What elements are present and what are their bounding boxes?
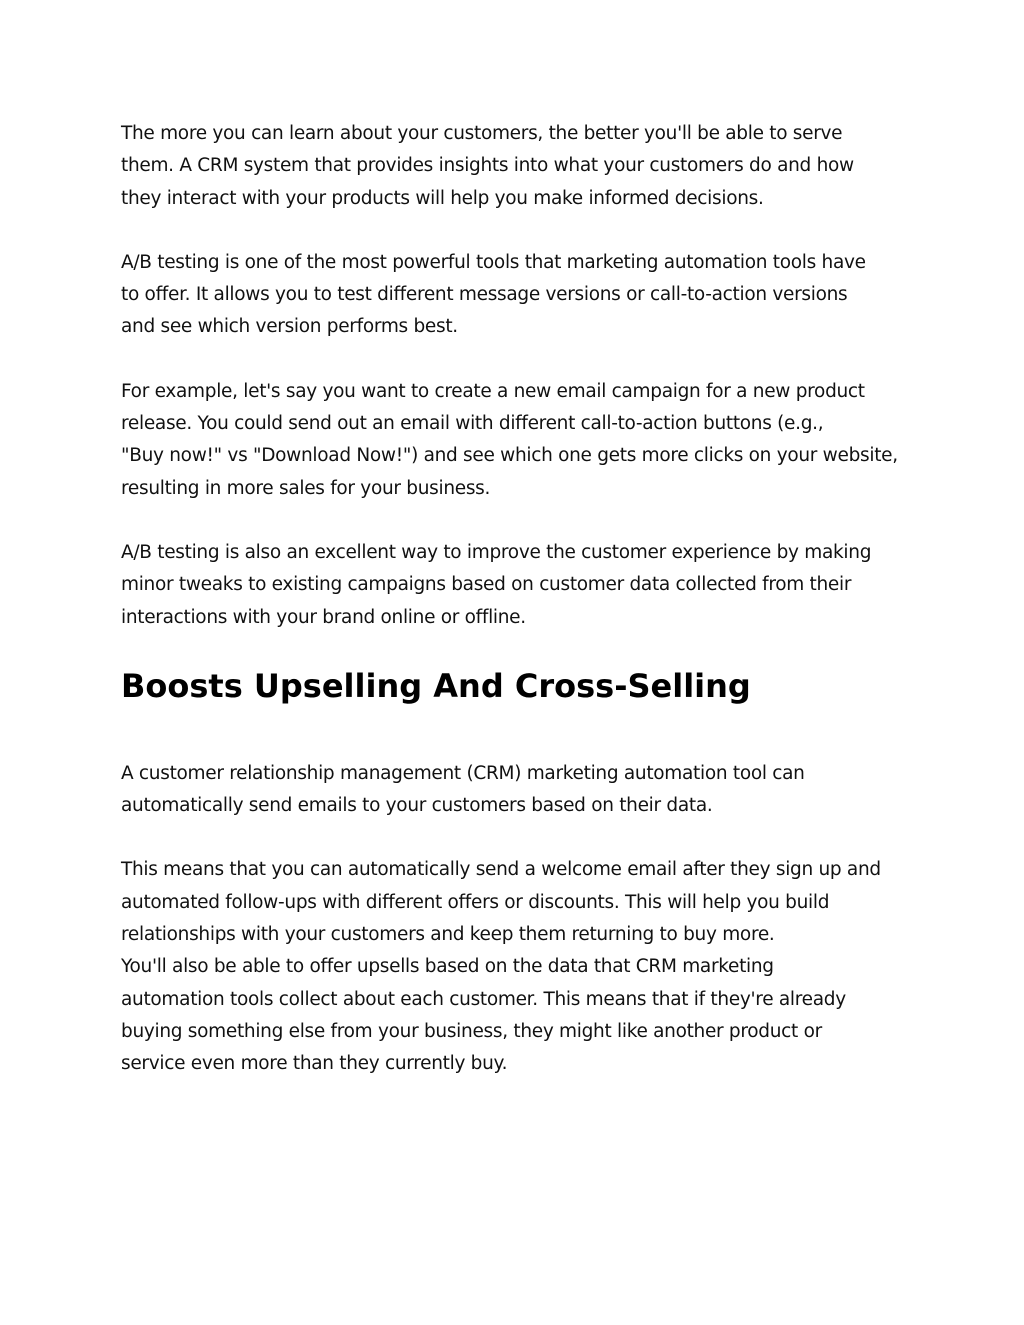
section-heading: Boosts Upselling And Cross-Selling [121, 666, 751, 705]
paragraph-customer-insights: The more you can learn about your customers, the better you'll be able to serve them. A CRM system that provides insights into what your customers do and how they interact with your products will help you make informed decisions. [121, 123, 854, 209]
document-page [121, 118, 921, 1081]
paragraph-crm-automation: A customer relationship management (CRM) marketing automation tool can automatically send emails to your customers based on their data. [121, 762, 805, 817]
paragraph-welcome-upsells: This means that you can automatically send a welcome email after they sign up and automated follow-ups with different offers or discounts. This will help you build relationships with your customers and keep them returning to buy more. You'll also be able to offer upsells based on the data that CRM marketing automation tools collect about each customer. This means that if they're already buying something else from your business, they might like another product or service even more than they currently buy. [121, 859, 881, 1075]
paragraph-ab-testing-intro: A/B testing is one of the most powerful tools that marketing automation tools have to offer. It allows you to test different message versions or call-to-action versions and see which version performs best. [121, 251, 866, 338]
paragraph-email-campaign-example: For example, let's say you want to create a new email campaign for a new product release. You could send out an email with different call-to-action buttons (e.g., "Buy now!" vs "Download Now!") and see which one gets more clicks on your website, resulting in more sales for your business. [121, 380, 898, 499]
paragraph-ab-testing-experience: A/B testing is also an excellent way to improve the customer experience by making minor tweaks to existing campaigns based on customer data collected from their interactions with your brand online or offline. [121, 541, 872, 628]
